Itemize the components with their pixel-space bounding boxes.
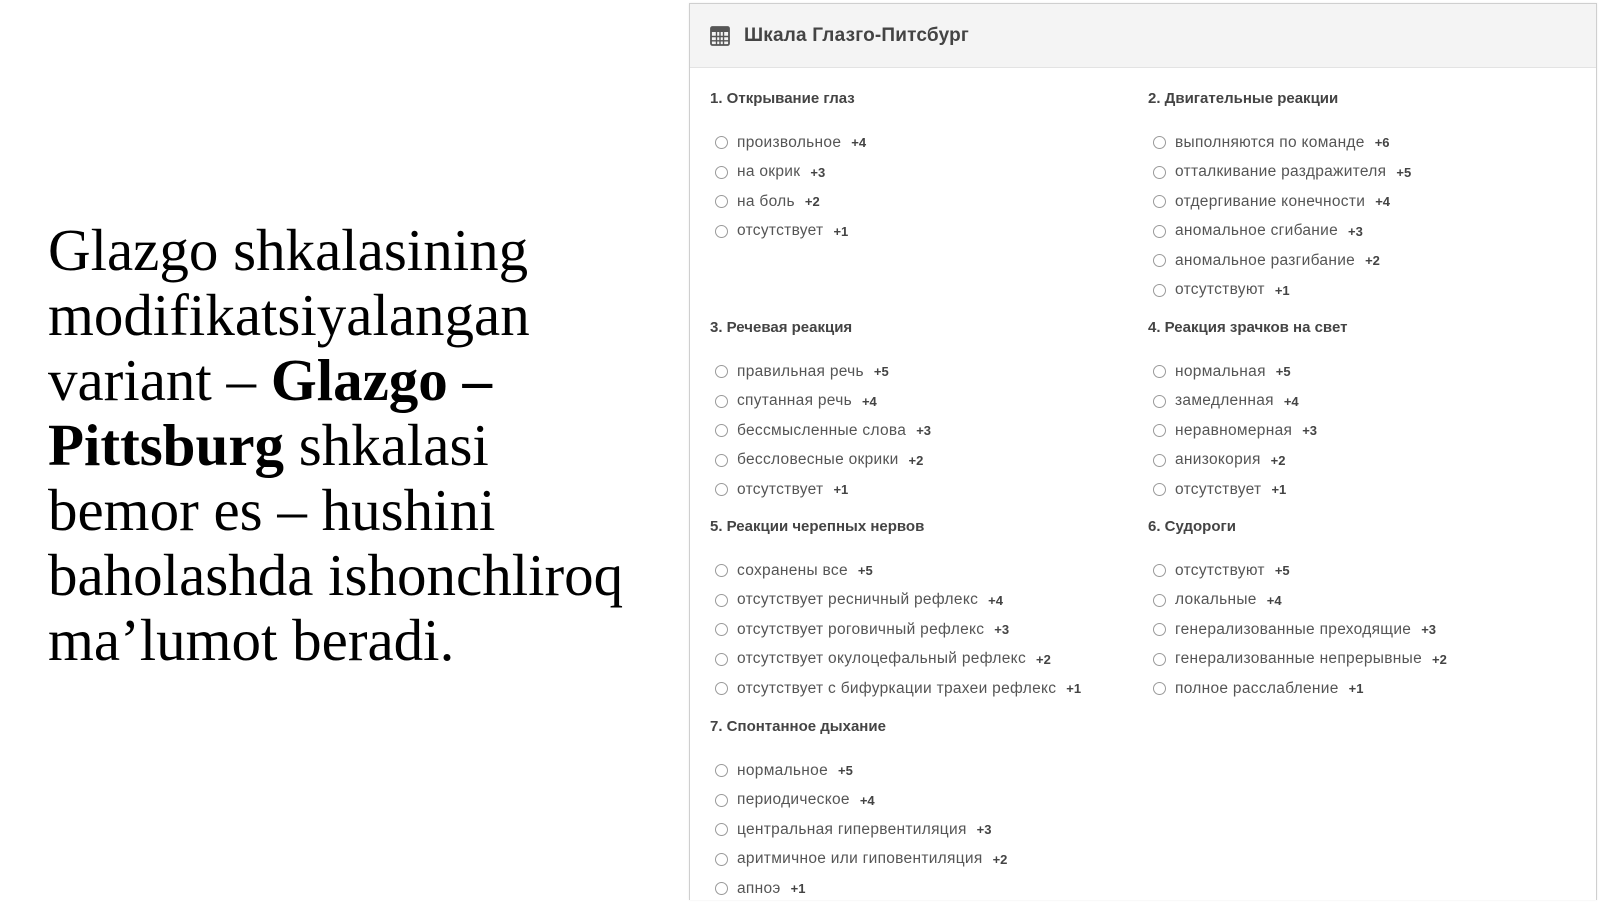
radio-button[interactable] [715,454,728,467]
radio-option[interactable] [1148,586,1447,616]
option-score: +2 [992,851,1008,867]
radio-button[interactable] [1153,682,1166,695]
option-label: генерализованные преходящие [1175,620,1412,638]
radio-option[interactable] [1148,276,1411,306]
option-label: спутанная речь [737,392,852,410]
radio-button[interactable] [715,823,728,836]
option-label: неравномерная [1175,421,1293,439]
radio-option[interactable] [710,615,1081,645]
option-label: нормальное [737,761,828,779]
option-label: апноэ [737,879,781,897]
radio-option[interactable] [1148,158,1411,188]
option-label: отсутствует [737,222,824,240]
options-list [1148,357,1347,505]
option-score: +2 [1036,651,1051,667]
radio-button[interactable] [1153,225,1166,238]
radio-button[interactable] [715,764,728,777]
options-list [710,756,1007,904]
radio-option[interactable] [710,416,931,446]
radio-option[interactable] [710,158,866,188]
option-score: +3 [1421,622,1437,638]
option-label: аномальное разгибание [1175,251,1356,269]
radio-button[interactable] [715,136,728,149]
option-label: бессмысленные слова [737,421,907,439]
options-list [1148,556,1447,704]
option-label: анизокория [1175,451,1261,469]
radio-button[interactable] [1153,653,1166,666]
radio-option[interactable] [1148,446,1347,476]
option-score: +4 [988,592,1003,608]
option-label: отсутствует [1175,480,1262,498]
radio-button[interactable] [715,564,728,577]
option-score: +1 [1348,681,1364,697]
option-score: +4 [851,135,867,151]
radio-button[interactable] [1153,564,1166,577]
radio-option[interactable] [1148,217,1411,247]
option-label: отсутствует с бифуркации трахеи рефлекс [737,679,1057,697]
radio-option[interactable] [710,357,931,387]
radio-button[interactable] [715,166,728,179]
radio-option[interactable] [1148,128,1411,158]
option-score: +5 [838,763,853,779]
radio-button[interactable] [715,225,728,238]
radio-button[interactable] [1153,623,1166,636]
radio-option[interactable] [710,475,931,505]
radio-option[interactable] [710,128,866,158]
radio-option[interactable] [710,786,1007,816]
section-title: 5. Реакции черепных нервов [710,518,925,535]
option-score: +5 [873,364,889,380]
option-label: выполняются по команде [1175,133,1365,151]
option-score: +1 [833,223,849,239]
options-list [710,556,1081,704]
slide-text-part1: Glazgo shkalasining modifikatsiyalangan variant – [48,217,530,413]
radio-button[interactable] [715,483,728,496]
options-list [710,128,866,246]
radio-button[interactable] [1153,136,1166,149]
section-title: 7. Спонтанное дыхание [710,718,886,735]
slide-text [48,218,648,673]
option-score: +4 [859,792,875,808]
option-score: +1 [833,482,849,498]
radio-option[interactable] [710,874,1007,904]
option-label: аритмичное или гиповентиляция [737,850,983,868]
radio-option[interactable] [710,556,1081,586]
option-label: замедленная [1175,392,1274,410]
option-score: +1 [1274,282,1290,298]
option-label: на боль [737,192,795,210]
radio-button[interactable] [715,853,728,866]
option-score: +2 [1432,651,1447,667]
radio-option[interactable] [710,756,1007,786]
radio-option[interactable] [710,674,1081,704]
option-score: +5 [1275,364,1291,380]
option-label: генерализованные непрерывные [1175,650,1423,668]
radio-button[interactable] [1153,454,1166,467]
option-score: +6 [1374,135,1390,151]
option-score: +3 [810,164,826,180]
option-label: отталкивание раздражителя [1175,163,1387,181]
radio-option[interactable] [710,645,1081,675]
radio-button[interactable] [1153,424,1166,437]
radio-button[interactable] [1153,483,1166,496]
radio-option[interactable] [1148,357,1347,387]
radio-option[interactable] [1148,615,1447,645]
option-label: периодическое [737,791,850,809]
panel-header [690,4,1596,68]
radio-button[interactable] [715,395,728,408]
option-score: +3 [976,822,992,838]
section-5 [710,517,1081,704]
option-label: нормальная [1175,362,1266,380]
option-label: на окрик [737,163,801,181]
radio-button[interactable] [715,882,728,895]
section-1 [710,89,866,246]
option-score: +1 [790,881,806,897]
section-title: 4. Реакция зрачков на свет [1148,319,1348,336]
radio-option[interactable] [1148,475,1347,505]
option-score: +4 [1266,592,1282,608]
radio-button[interactable] [1153,195,1166,208]
radio-option[interactable] [710,217,866,247]
radio-button[interactable] [715,682,728,695]
option-score: +1 [1066,681,1082,697]
radio-option[interactable] [1148,387,1347,417]
calculator-icon [710,26,730,46]
option-label: отсутствуют [1175,561,1265,579]
option-label: полное расслабление [1175,679,1339,697]
option-score: +4 [861,393,877,409]
option-score: +3 [1302,423,1318,439]
radio-button[interactable] [1153,395,1166,408]
radio-option[interactable] [1148,416,1347,446]
option-score: +2 [804,194,820,210]
option-score: +3 [916,423,932,439]
option-score: +2 [1270,452,1286,468]
radio-option[interactable] [710,387,931,417]
option-score: +5 [1274,563,1290,579]
radio-button[interactable] [1153,166,1166,179]
option-label: локальные [1175,591,1257,609]
section-title: 2. Двигательные реакции [1148,90,1339,107]
option-label: аномальное сгибание [1175,222,1339,240]
slide-text-part2: shkalasi bemor es – hushini baholashda ishonchliroq ma’lumot beradi. [48,412,624,673]
radio-option[interactable] [710,586,1081,616]
options-list [710,357,931,505]
radio-button[interactable] [1153,284,1166,297]
option-score: +4 [1283,393,1299,409]
radio-button[interactable] [715,365,728,378]
panel-title: Шкала Глазго-Питсбург [744,24,970,46]
radio-option[interactable] [710,815,1007,845]
radio-button[interactable] [1153,594,1166,607]
option-score: +5 [857,563,873,579]
section-title: 6. Судороги [1148,518,1236,535]
radio-option[interactable] [1148,556,1447,586]
option-score: +2 [908,452,924,468]
option-score: +1 [1271,482,1287,498]
section-7 [710,717,1007,904]
radio-option[interactable] [1148,645,1447,675]
radio-option[interactable] [1148,187,1411,217]
section-2 [1148,89,1411,305]
section-3 [710,318,931,505]
option-label: центральная гипервентиляция [737,820,967,838]
option-score: +3 [994,622,1010,638]
option-label: произвольное [737,133,842,151]
option-label: отсутствуют [1175,281,1265,299]
option-label: отсутствует роговичный рефлекс [737,620,985,638]
radio-button[interactable] [1153,254,1166,267]
option-score: +5 [1396,164,1412,180]
option-label: сохранены все [737,561,848,579]
section-4 [1148,318,1347,505]
radio-option[interactable] [710,187,866,217]
radio-button[interactable] [715,594,728,607]
radio-button[interactable] [715,424,728,437]
section-title: 1. Открывание глаз [710,90,855,107]
radio-option[interactable] [710,446,931,476]
section-6 [1148,517,1447,704]
radio-button[interactable] [715,623,728,636]
option-score: +2 [1365,253,1380,269]
radio-option[interactable] [1148,246,1411,276]
slide-text-bold: Glazgo – Pittsburg [48,347,493,478]
radio-button[interactable] [715,794,728,807]
radio-button[interactable] [715,195,728,208]
radio-button[interactable] [1153,365,1166,378]
radio-button[interactable] [715,653,728,666]
option-label: отсутствует окулоцефальный рефлекс [737,650,1026,668]
radio-option[interactable] [710,845,1007,875]
option-score: +3 [1348,223,1363,239]
radio-option[interactable] [1148,674,1447,704]
option-label: бессловесные окрики [737,451,899,469]
option-label: отсутствует ресничный рефлекс [737,591,979,609]
option-label: правильная речь [737,362,864,380]
section-title: 3. Речевая реакция [710,319,853,336]
options-list [1148,128,1411,305]
option-label: отдергивание конечности [1175,192,1366,210]
option-label: отсутствует [737,480,824,498]
option-score: +4 [1375,194,1391,210]
